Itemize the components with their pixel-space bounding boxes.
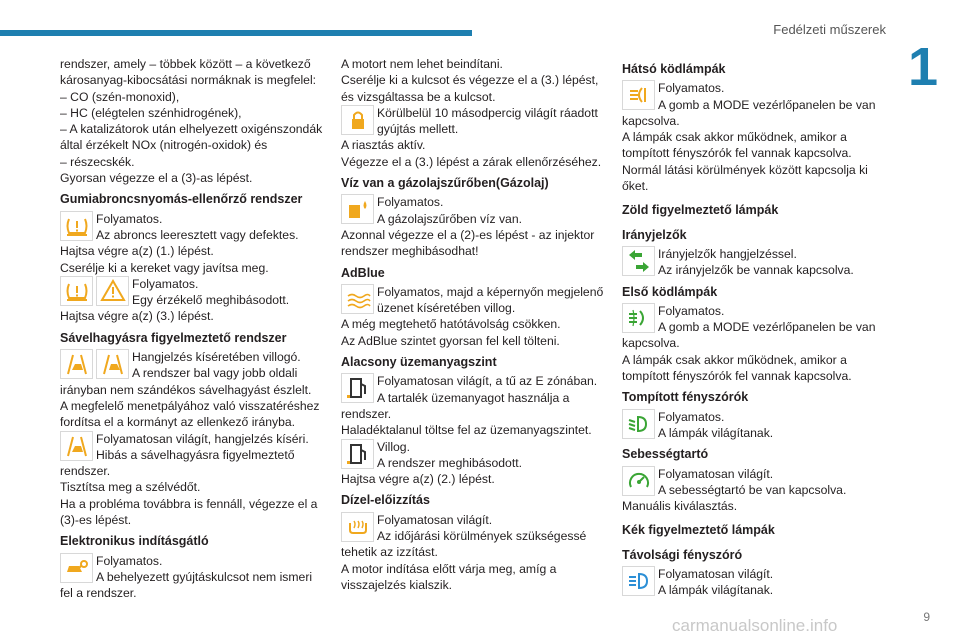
frontfog-b1-after: kapcsolva. A lámpák csak akkor működnek, amikor a tompított fényszórók fel vannak kapcsolva. [622,336,852,384]
glow-b1-after: tehetik az izzítást. A motor indítása előtt várja meg, amíg a visszajelzés kialszik. [341,545,557,592]
section-title: Fedélzeti műszerek [773,22,886,37]
alarm-lock-icon [341,105,374,135]
main-b1-text: Folyamatosan világít. A lámpák világítanak. [658,567,774,598]
immob-b1-after: fel a rendszer. [60,586,137,601]
adblue-heading: AdBlue [341,265,385,280]
column-right [622,56,894,599]
glow-plug-icon [341,512,374,542]
water-b1-after: Azonnal végezze el a (2)-es lépést - az injektor rendszer meghibásodhat! [341,227,595,259]
dipped-b1-text: Folyamatos. A lámpák világítanak. [658,409,774,440]
alarm-after: A riasztás aktív. Végezze el a (3.) lépést a zárak ellenőrzéséhez. [341,138,602,169]
column-left [60,56,332,602]
water-b1-text: Folyamatos. A gázolajszűrőben víz van. [377,195,522,226]
alarm-text: Körülbelül 10 másodpercig világít ráadott gyújtás mellett. [377,105,598,137]
lane-departure-left-icon [60,349,93,379]
lane-departure-heading: Sávelhagyásra figyelmeztető rendszer [60,330,287,345]
indicators-heading: Irányjelzők [622,227,687,242]
page-number: 9 [923,610,930,624]
cruise-b1-text: Folyamatosan világít. A sebességtartó be van kapcsolva. [658,466,847,497]
blue-lamps-heading: Kék figyelmeztető lámpák [622,523,775,538]
water-in-diesel-heading: Víz van a gázolajszűrőben(Gázolaj) [341,176,549,191]
car-key-icon [60,553,93,583]
rear-fog-lamp-icon [622,80,655,110]
watermark: carmanualsonline.info [672,616,838,635]
turn-indicators-icon [622,246,655,276]
main-beam-heading: Távolsági fényszóró [622,547,743,562]
cruise-b1-after: Manuális kiválasztás. [622,499,738,514]
chapter-number: 1 [907,37,938,97]
lane-departure-right-icon [96,349,129,379]
dipped-beam-heading: Tompított fényszórók [622,390,749,405]
warning-triangle-icon [96,276,129,306]
indicators-b1-text: Irányjelzők hangjelzéssel. Az irányjelzők be vannak kapcsolva. [658,246,854,278]
rearfog-b1-after: kapcsolva. A lámpák csak akkor működnek, amikor a tompított fényszórók fel vannak kapcsolva. Normál látási körülmények között kapcsolja ki őket. [622,113,868,194]
glow-b1-text: Folyamatosan világít. Az időjárási körülmények szükségessé [377,512,587,544]
emission-list: rendszer, amely – többek között – a következő károsanyag-kibocsátási normáknak is megfelel: – CO (szén-monoxid), – HC (elégtelen szénhidrogének), – A katalizátorok után elhelyezett oxigénszondák által érzékelt NOx (nitrogén-oxidok) és – részecskék. Gyorsan végezze el a (3)-as lépést. [60,57,323,186]
tyre-b1-after: Hajtsa végre a(z) (1.) lépést. Cserélje ki a kereket vagy javítsa meg. [60,244,269,275]
fuel-pump-icon [341,373,374,403]
adblue-b1-text: Folyamatos, majd a képernyőn megjelenő üzenet kíséretében villog. [377,284,604,316]
cruise-control-heading: Sebességtartó [622,447,709,462]
lane-b1-text: Hangjelzés kíséretében villogó. A rendszer bal vagy jobb oldali [132,350,301,381]
immob-b1-text: Folyamatos. A behelyezett gyújtáskulcsot nem ismeri [96,553,313,584]
cruise-control-icon [622,466,655,496]
immobiliser-heading: Elektronikus indításgátló [60,534,209,549]
green-lamps-heading: Zöld figyelmeztető lámpák [622,203,779,218]
fuel-b1-text: Folyamatosan világít, a tű az E zónában. A tartalék üzemanyagot használja a [377,374,598,405]
lane-b2-after: rendszer. Tisztítsa meg a szélvédőt. Ha a probléma továbbra is fennáll, végezze el a (3)-es lépést. [60,464,318,528]
rear-fog-heading: Hátsó ködlámpák [622,62,726,76]
rearfog-b1-text: Folyamatos. A gomb a MODE vezérlőpanelen be van [658,81,876,112]
tyre-pressure-icon [60,276,93,306]
main-beam-icon [622,566,655,596]
fuel-pump-icon [341,439,374,469]
fuel-b1-after: rendszer. Haladéktalanul töltse fel az üzemanyagszintet. [341,406,592,438]
glow-plug-heading: Dízel-előizzítás [341,493,430,508]
tyre-pressure-icon [60,211,93,241]
low-fuel-heading: Alacsony üzemanyagszint [341,355,497,370]
front-fog-heading: Első ködlámpák [622,284,718,299]
lane-b1-after: irányban nem szándékos sávelhagyást észlelt. A megfelelő menetpályához való visszatéréshez fordítsa el a kormányt az ellenkező irányba. [60,382,320,430]
dipped-beam-icon [622,409,655,439]
header-accent-bar [0,30,472,36]
water-in-fuel-icon [341,194,374,224]
key-intro: A motort nem lehet beindítani. Cserélje ki a kulcsot és végezze el a (3.) lépést, és vizsgáltassa be a kulcsot. [341,57,599,104]
adblue-icon [341,284,374,314]
column-middle [341,56,613,593]
adblue-b1-after: A még megtehető hatótávolság csökken. Az AdBlue szintet gyorsan fel kell tölteni. [341,317,561,348]
lane-departure-fault-icon [60,431,93,461]
tyre-pressure-heading: Gumiabroncsnyomás-ellenőrző rendszer [60,192,303,207]
tyre-b2-after: Hajtsa végre a(z) (3.) lépést. [60,309,214,324]
frontfog-b1-text: Folyamatos. A gomb a MODE vezérlőpanelen be van [658,303,876,335]
tyre-b2-text: Folyamatos. Egy érzékelő meghibásodott. [132,276,290,308]
lane-b2-text: Folyamatosan világít, hangjelzés kíséri. Hibás a sávelhagyásra figyelmeztető [96,431,309,462]
tyre-b1-text: Folyamatos. Az abroncs leeresztett vagy defektes. [96,211,299,242]
fuel-b2-text: Villog. A rendszer meghibásodott. [377,439,522,470]
front-fog-lamp-icon [622,303,655,333]
fuel-b2-after: Hajtsa végre a(z) (2.) lépést. [341,472,495,487]
